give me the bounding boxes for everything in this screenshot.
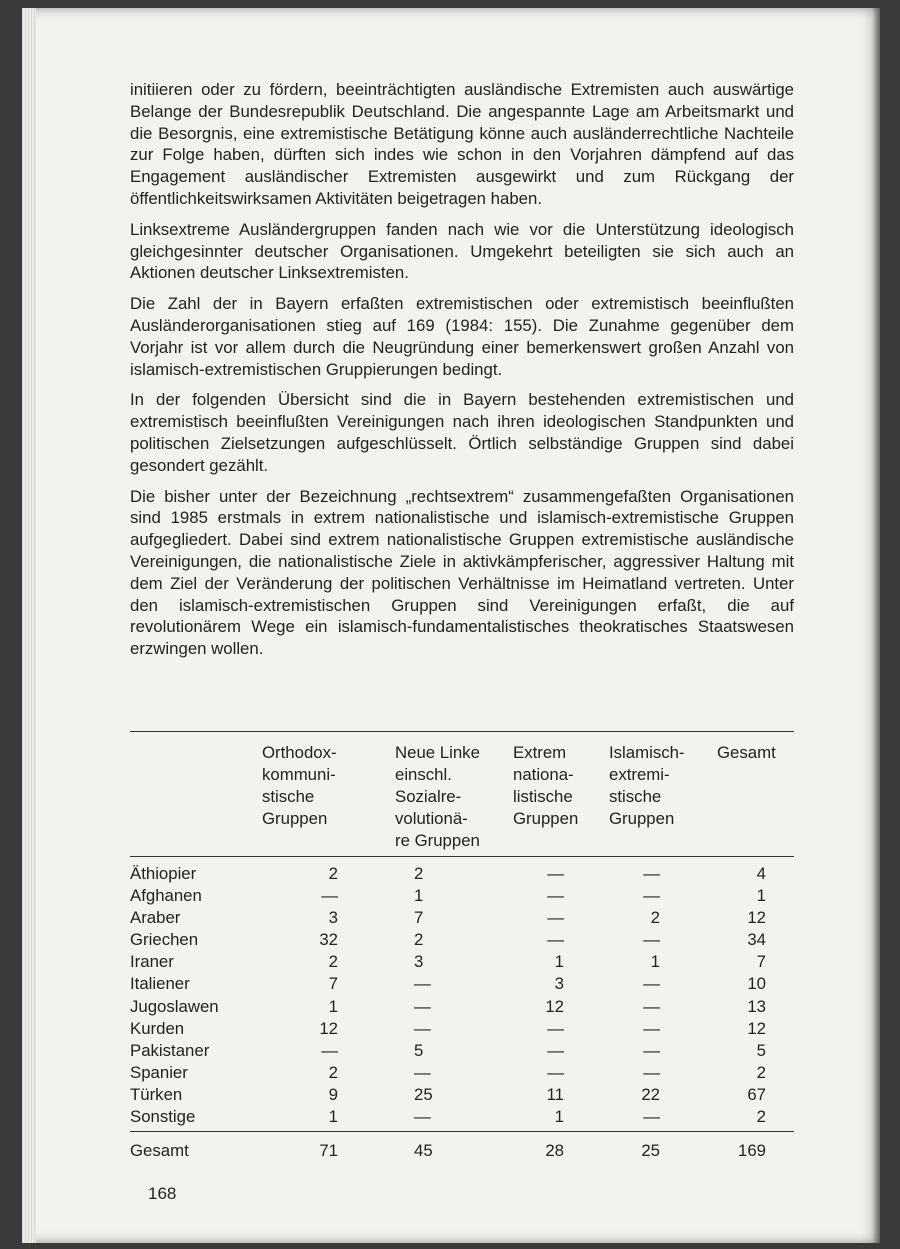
cell-value: 2 — [650, 908, 660, 928]
table-body — [130, 857, 794, 1131]
cell-value: 1 — [554, 952, 564, 972]
cell-value: — — [414, 1018, 431, 1038]
cell-value: 13 — [747, 996, 766, 1016]
paragraph-5: Die bisher unter der Bezeichnung „rechtsextrem“ zusammengefaßten Organisationen sind 1985 erstmals in extrem nationalistische und islamisch-extremistische Gruppen aufgegliedert. Dabei sind extrem nationalistische Gruppen extremistische ausländische Vereinigungen, die nationalistische Ziele in aktivkämpferischer, aggressiver Haltung mit dem Ziel der Veränderung der politischen Verhältnisse im Heimatland vertreten. Unter den islamisch-extremistischen Gruppen sind Vereinigungen erfaßt, die auf revolutionärem Wege ein islamisch-fundamentalistisches theokratisches Staatswesen erzwingen wollen. — [130, 486, 794, 659]
row-label: Sonstige — [130, 1107, 196, 1127]
header-gesamt: Gesamt — [717, 743, 776, 762]
cell-value: 22 — [641, 1084, 660, 1104]
cell-value: 1 — [328, 996, 338, 1016]
table-row — [130, 951, 794, 973]
total-row-cells — [130, 1140, 766, 1162]
cell-value: — — [414, 1062, 431, 1082]
cell-value: 5 — [414, 1040, 424, 1060]
cell-value: 3 — [554, 974, 564, 994]
cell-value: 11 — [546, 1084, 564, 1104]
cell-value: — — [321, 1040, 338, 1060]
cell-value: — — [643, 1018, 660, 1038]
cell-value: — — [414, 996, 431, 1016]
cell-value: 45 — [414, 1141, 433, 1161]
header-extrem-nationalistisch: Extrem nationa- listische Gruppen — [513, 743, 579, 828]
header-blank — [130, 742, 262, 852]
organisations-table — [130, 731, 794, 1162]
header-orthodox: Orthodox- kommuni- stische Gruppen — [262, 743, 337, 828]
row-label: Griechen — [130, 930, 199, 950]
table-row — [130, 996, 794, 1018]
cell-value: 1 — [650, 952, 660, 972]
cell-value: — — [643, 930, 660, 950]
table-row — [130, 1062, 794, 1084]
row-label: Iraner — [130, 952, 174, 972]
row-label: Äthiopier — [130, 864, 197, 883]
cell-value: — — [547, 1018, 564, 1038]
cell-value: — — [547, 930, 564, 950]
cell-value: — — [414, 1107, 431, 1127]
cell-value: 2 — [756, 1107, 766, 1127]
paragraph-4: In der folgenden Übersicht sind die in Bayern bestehenden extremistischen und extremistisch beeinflußten Vereinigungen nach ihren ideologischen Standpunkten und politischen Zielsetzungen aufgeschlüsselt. Örtlich selbständige Gruppen sind dabei gesondert gezählt. — [130, 390, 794, 475]
table-row — [130, 1018, 794, 1040]
cell-value: 1 — [414, 886, 424, 906]
cell-value: — — [643, 864, 660, 883]
paragraph-3: Die Zahl der in Bayern erfaßten extremistischen oder extremistisch beeinflußten Ausländerorganisationen stieg auf 169 (1984: 155). Die Zunahme gegenüber dem Vorjahr ist vor allem durch die Neugründung einer bemerkenswert großen Anzahl von islamisch-extremistischen Gruppierungen bedingt. — [130, 294, 794, 379]
cell-value: 2 — [414, 864, 424, 883]
cell-value: 1 — [756, 886, 766, 906]
cell-value: 5 — [756, 1040, 766, 1060]
cell-value: 25 — [414, 1084, 433, 1104]
table-row — [130, 907, 794, 929]
cell-value: — — [547, 886, 564, 906]
cell-value: 2 — [328, 1062, 338, 1082]
table-row — [130, 863, 794, 885]
cell-value: — — [643, 996, 660, 1016]
cell-value: 34 — [747, 930, 766, 950]
cell-value: 12 — [319, 1018, 338, 1038]
cell-value: 1 — [554, 1107, 564, 1127]
row-label: Spanier — [130, 1062, 188, 1082]
cell-value: 7 — [756, 952, 766, 972]
cell-value: 2 — [756, 1062, 766, 1082]
cell-value: 32 — [319, 930, 338, 950]
header-neue-linke: Neue Linke einschl. Sozialre- volutionä- re Gruppen — [395, 743, 480, 850]
cell-value: 2 — [328, 952, 338, 972]
table-row — [130, 929, 794, 951]
cell-value: 2 — [414, 930, 424, 950]
row-label: Gesamt — [130, 1141, 189, 1161]
cell-value: 3 — [414, 952, 424, 972]
cell-value: — — [547, 1062, 564, 1082]
book-page — [22, 8, 880, 1243]
cell-value: — — [547, 1040, 564, 1060]
table-row — [130, 973, 794, 995]
table-row — [130, 885, 794, 907]
cell-value: — — [547, 908, 564, 928]
cell-value: 28 — [545, 1141, 564, 1161]
cell-value: 12 — [747, 1018, 766, 1038]
row-label: Italiener — [130, 974, 190, 994]
table-row — [130, 1040, 794, 1062]
table-header — [130, 732, 794, 856]
cell-value: 67 — [747, 1084, 766, 1104]
cell-value: 169 — [738, 1141, 766, 1161]
row-label: Jugoslawen — [130, 996, 219, 1016]
cell-value: 7 — [328, 974, 338, 994]
row-label: Türken — [130, 1084, 183, 1104]
cell-value: 3 — [328, 908, 338, 928]
body-text — [130, 79, 794, 669]
row-label: Pakistaner — [130, 1040, 210, 1060]
cell-value: 25 — [641, 1141, 660, 1161]
cell-value: 12 — [545, 996, 564, 1016]
table-row — [130, 1106, 794, 1128]
table-row — [130, 1084, 794, 1106]
cell-value: — — [321, 886, 338, 906]
cell-value: — — [547, 864, 564, 883]
cell-value: 9 — [328, 1084, 338, 1104]
cell-value: 7 — [414, 908, 424, 928]
cell-value: 12 — [747, 908, 766, 928]
row-label: Afghanen — [130, 886, 202, 906]
row-label: Araber — [130, 908, 181, 928]
cell-value: 71 — [319, 1141, 338, 1161]
header-islamisch: Islamisch- extremi- stische Gruppen — [609, 743, 685, 828]
table-total-row — [130, 1132, 794, 1162]
paragraph-2: Linksextreme Ausländergruppen fanden nach wie vor die Unterstützung ideologisch gleichgesinnter deutscher Organisationen. Umgekehrt beteiligten sie sich auch an Aktionen deutscher Linksextremisten. — [130, 219, 794, 283]
cell-value: — — [414, 974, 431, 994]
page-number: 168 — [148, 1184, 177, 1203]
cell-value: — — [643, 886, 660, 906]
cell-value: — — [643, 1107, 660, 1127]
cell-value: — — [643, 1062, 660, 1082]
cell-value: 2 — [328, 864, 338, 883]
cell-value: 4 — [756, 864, 766, 883]
cell-value: 1 — [328, 1107, 338, 1127]
row-label: Kurden — [130, 1018, 185, 1038]
cell-value: — — [643, 974, 660, 994]
cell-value: 10 — [747, 974, 766, 994]
cell-value: — — [643, 1040, 660, 1060]
paragraph-1: initiieren oder zu fördern, beeinträchtigten ausländische Extremisten auch auswärtige Belange der Bundesrepublik Deutschland. Die angespannte Lage am Arbeitsmarkt und die Besorgnis, eine extremistische Betätigung könne auch ausländerrechtliche Nachteile zur Folge haben, dürften sich indes wie schon in den Vorjahren dämpfend auf das Engagement ausländischer Extremisten ausgewirkt und zum Rückgang der öffentlichkeitswirksamen Aktivitäten beigetragen haben. — [130, 80, 794, 208]
